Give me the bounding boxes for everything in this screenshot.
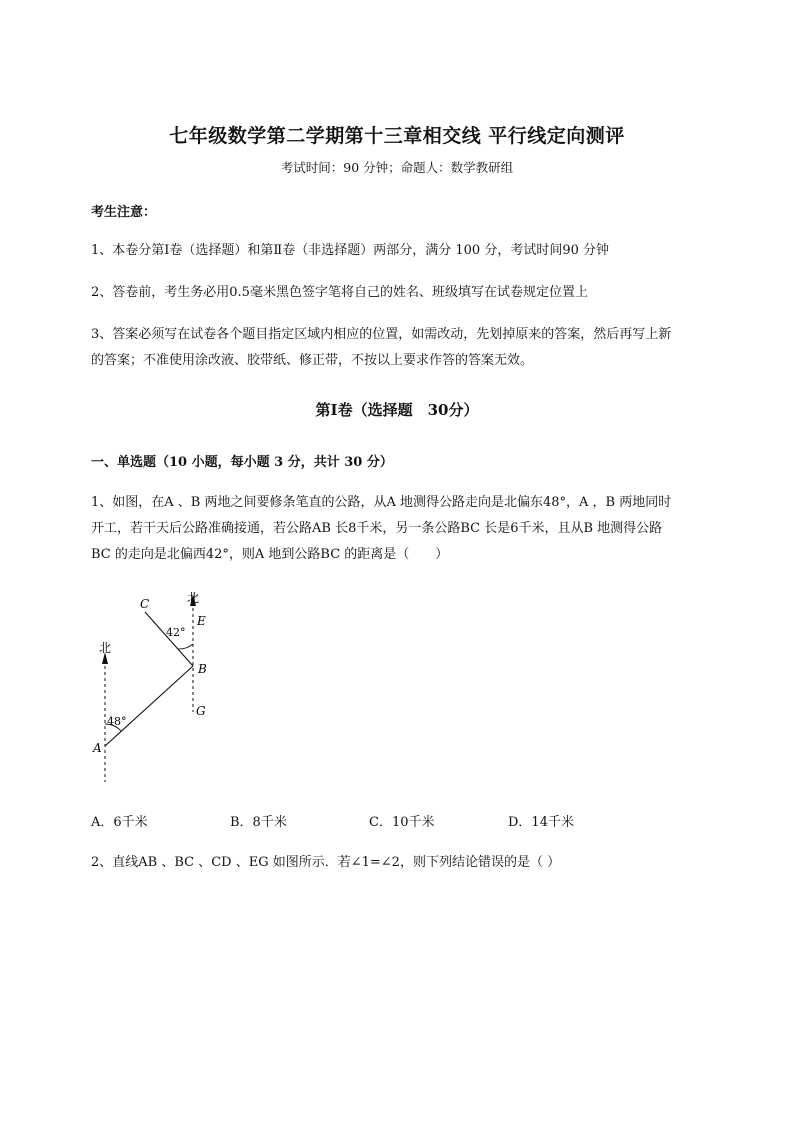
- label-point-c: C: [140, 597, 150, 611]
- label-point-a: A: [93, 741, 102, 755]
- label-point-e: E: [197, 614, 206, 628]
- label-angle-48: 48°: [107, 715, 127, 728]
- option-a: A．6千米: [91, 815, 148, 830]
- notice-item-3-continued: 的答案；不准使用涂改液、胶带纸、修正带，不按以上要求作答的答案无效。: [91, 353, 534, 368]
- road-bc: [145, 612, 193, 666]
- angle-arc-42: [178, 644, 193, 649]
- option-c: C．10千米: [369, 815, 435, 830]
- label-point-g: G: [196, 704, 206, 718]
- question-1-line-2: 开工，若干天后公路准确接通，若公路AB 长8千米，另一条公路BC 长是6千米，且从B 地测得公路: [91, 521, 663, 536]
- question-1-line-1: 1、如图，在A 、B 两地之间要修条笔直的公路，从A 地测得公路走向是北偏东48°，A ，B 两地同时: [91, 495, 672, 510]
- section-title: 第Ⅰ卷（选择题 30分）: [315, 401, 479, 419]
- label-north-right: 北: [187, 591, 200, 605]
- label-north-left: 北: [99, 641, 112, 655]
- road-ab: [105, 666, 193, 746]
- notice-item-3: 3、答案必须写在试卷各个题目指定区域内相应的位置，如需改动，先划掉原来的答案，然后再写上新: [91, 327, 672, 342]
- option-b: B．8千米: [230, 815, 287, 830]
- notice-heading: 考生注意：: [91, 205, 157, 220]
- option-d: D．14千米: [508, 815, 574, 830]
- notice-item-1: 1、本卷分第Ⅰ卷（选择题）和第Ⅱ卷（非选择题）两部分，满分 100 分，考试时间90 分钟: [91, 243, 609, 258]
- page-title: 七年级数学第二学期第十三章相交线 平行线定向测评: [169, 125, 625, 147]
- label-point-b: B: [198, 662, 207, 676]
- question-1-line-3: BC 的走向是北偏西42°，则A 地到公路BC 的距离是（ ）: [91, 547, 449, 562]
- exam-info: 考试时间：90 分钟；命题人：数学教研组: [280, 160, 514, 175]
- notice-item-2: 2、答卷前，考生务必用0.5毫米黑色签字笔将自己的姓名、班级填写在试卷规定位置上: [91, 285, 588, 300]
- question-1-figure: [88, 588, 228, 788]
- part-heading: 一、单选题（10 小题，每小题 3 分，共计 30 分）: [91, 455, 393, 470]
- question-2: 2、直线AB 、BC 、CD 、EG 如图所示．若∠1=∠2，则下列结论错误的是（ ）: [91, 855, 561, 870]
- label-angle-42: 42°: [166, 626, 186, 639]
